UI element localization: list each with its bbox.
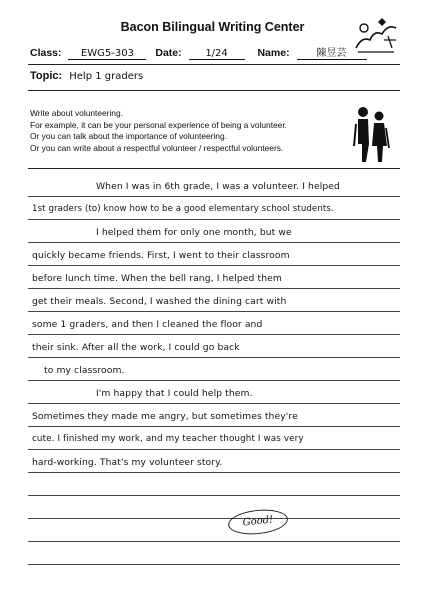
essay-line: to my classroom. xyxy=(44,365,125,376)
ruled-line xyxy=(28,380,400,381)
essay-line: some 1 graders, and then I cleaned the floor and xyxy=(32,319,263,330)
ruled-line xyxy=(28,334,400,335)
topic-label: Topic: xyxy=(30,70,63,82)
topic-value: Help 1 graders xyxy=(69,71,144,82)
essay-line: When I was in 6th grade, I was a volunteer. I helped xyxy=(96,181,340,192)
ruled-line xyxy=(28,265,400,266)
name-label: Name: xyxy=(257,47,290,59)
ruled-line xyxy=(28,518,400,519)
essay-line: their sink. After all the work, I could go back xyxy=(32,342,240,353)
ruled-line xyxy=(28,472,400,473)
essay-line: I'm happy that I could help them. xyxy=(96,388,253,399)
teacher-comment: Good! xyxy=(227,507,289,537)
name-value: 陳昱芸 xyxy=(297,44,367,60)
ruled-line xyxy=(28,357,400,358)
essay-line: cute. I finished my work, and my teacher thought I was very xyxy=(32,434,304,444)
prompt-line: For example, it can be your personal experience of being a volunteer. xyxy=(30,119,287,130)
date-label: Date: xyxy=(155,47,182,59)
essay-line: 1st graders (to) know how to be a good elementary school students. xyxy=(32,204,334,214)
ruled-line xyxy=(28,288,400,289)
ruled-line xyxy=(28,196,400,197)
essay-line: before lunch time. When the bell rang, I helped them xyxy=(32,273,282,284)
class-value: EWG5-303 xyxy=(68,48,146,60)
ruled-line xyxy=(28,426,400,427)
ruled-line xyxy=(28,541,400,542)
essay-line: Sometimes they made me angry, but sometimes they're xyxy=(32,411,298,422)
date-value: 1/24 xyxy=(189,48,245,60)
essay-line: I helped them for only one month, but we xyxy=(96,227,292,238)
class-label: Class: xyxy=(30,47,62,59)
essay-line: quickly became friends. First, I went to their classroom xyxy=(32,250,290,261)
ruled-line xyxy=(28,564,400,565)
worksheet-title: Bacon Bilingual Writing Center xyxy=(120,20,305,34)
ruled-line xyxy=(28,495,400,496)
ruled-line xyxy=(28,311,400,312)
ruled-line xyxy=(28,242,400,243)
prompt-line: Write about volunteering. xyxy=(30,108,123,118)
ruled-line xyxy=(28,219,400,220)
ruled-line xyxy=(28,449,400,450)
prompt-line: Or you can write about a respectful volunteer / respectful volunteers. xyxy=(30,142,284,153)
prompt-line: Or you can talk about the importance of volunteering. xyxy=(30,131,227,142)
essay-line: hard-working. That's my volunteer story. xyxy=(32,457,223,468)
ruled-line xyxy=(28,403,400,404)
essay-line: get their meals. Second, I washed the dining cart with xyxy=(32,296,287,307)
